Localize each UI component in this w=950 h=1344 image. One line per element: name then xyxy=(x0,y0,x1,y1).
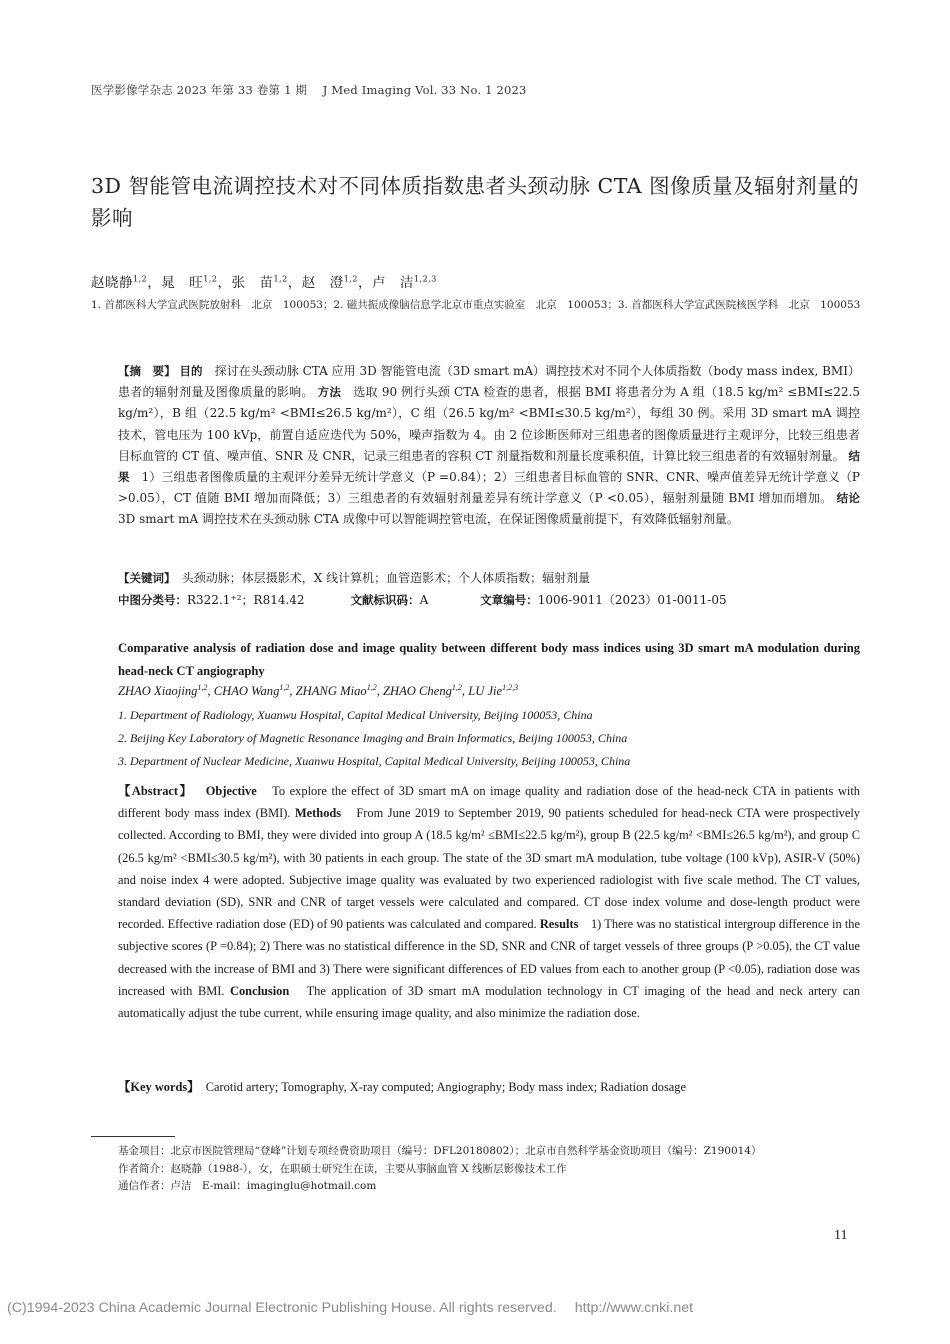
keywords-text: 头颈动脉；体层摄影术，X 线计算机；血管造影术；个人体质指数；辐射剂量 xyxy=(181,571,591,585)
affiliations-cn: 1. 首都医科大学宣武医院放射科 北京 100053；2. 磁共振成像脑信息学北京市重点实验室 北京 100053；3. 首都医科大学宣武医院核医学科 北京 100053 xyxy=(91,299,861,311)
footnote-correspondence: 通信作者：卢洁 E-mail：imaginglu@hotmail.com xyxy=(118,1180,377,1192)
methods-label: 方法 xyxy=(317,385,342,400)
objective-en-text: To explore the effect of 3D smart mA on image quality and radiation dose of the head-neck CTA in patients with different body mass index (BMI). xyxy=(118,784,860,821)
doc-code-label: 文献标识码： xyxy=(350,593,420,607)
clc-label: 中图分类号： xyxy=(118,593,187,607)
author-en-name: ZHAO Xiaojing xyxy=(118,684,198,698)
conclusion-text: 3D smart mA 调控技术在头颈动脉 CTA 成像中可以智能调控管电流，在保证图像质量前提下，有效降低辐射剂量。 xyxy=(118,512,739,527)
author-affil-sup: 1,2 xyxy=(343,274,358,284)
author-en-name: LU Jie xyxy=(468,684,503,698)
article-title: 3D 智能管电流调控技术对不同体质指数患者头颈动脉 CTA 图像质量及辐射剂量的影响 xyxy=(91,174,860,230)
results-label: 结果 xyxy=(118,448,860,485)
results-en-label: Results xyxy=(539,917,579,932)
abstract-en xyxy=(118,780,860,1024)
author-en-sup: 1,2,3 xyxy=(502,682,519,692)
footnote-author-bio: 作者简介：赵晓静（1988-），女，在职硕士研究生在读，主要从事脑血管 X 线断层影像技术工作 xyxy=(118,1162,567,1175)
author-affil-sup: 1,2 xyxy=(203,274,218,284)
author-en-sup: 1,2 xyxy=(279,682,290,692)
english-title: Comparative analysis of radiation dose and image quality between different body mass indices using 3D smart mA modulation during head-neck CT angiography xyxy=(118,641,860,678)
author-name: 赵 澄 xyxy=(301,275,344,291)
keywords-en-text: Carotid artery; Tomography, X-ray computed; Angiography; Body mass index; Radiation dosage xyxy=(205,1080,686,1094)
affiliation-en-3: 3. Department of Nuclear Medicine, Xuanwu Hospital, Capital Medical University, Beijing 100053, China xyxy=(118,754,631,768)
keywords-label: 【关键词】 xyxy=(118,571,170,585)
footnote-funding: 基金项目：北京市医院管理局“登峰”计划专项经费资助项目（编号：DFL20180802）；北京市自然科学基金资助项目（编号：Z190014） xyxy=(118,1145,762,1157)
author-affil-sup: 1,2,3 xyxy=(413,274,437,284)
clc-value: R322.1⁺²；R814.42 xyxy=(187,593,305,607)
affiliation-en-2: 2. Beijing Key Laboratory of Magnetic Resonance Imaging and Brain Informatics, Beijing 100053, China xyxy=(118,731,628,745)
abstract-label: 【摘 要】 xyxy=(118,364,176,378)
objective-label: 目的 xyxy=(179,364,203,378)
article-no-label: 文章编号： xyxy=(480,593,538,607)
methods-en-label: Methods xyxy=(294,806,342,821)
classification-row xyxy=(118,590,727,611)
authors-cn: 赵晓静$^{1,2}$，晁 旺$^{1,2}$，张 苗$^{1,2}$，赵 澄$^{1,2}$，卢 洁$^{1,2,3}$ xyxy=(91,274,437,291)
keywords-en xyxy=(118,1077,860,1097)
conclusion-en-label: Conclusion xyxy=(230,983,290,998)
author-affil-sup: 1,2 xyxy=(273,274,288,284)
conclusion-en-text: The application of 3D smart mA modulation technology in CT imaging of the head and neck artery can automatically adjust the tube current, while ensuring image quality, and also minimize the radiation dose. xyxy=(118,983,861,1021)
author-en-sup: 1,2 xyxy=(451,682,462,692)
running-header: 医学影像学杂志 2023 年第 33 卷第 1 期 J Med Imaging Vol. 33 No. 1 2023 xyxy=(91,83,527,97)
author-en-sup: 1,2 xyxy=(197,682,208,692)
author-en-sup: 1,2 xyxy=(366,682,377,692)
author-name: 卢 洁 xyxy=(371,275,414,291)
keywords-en-label: 【Key words】 xyxy=(118,1080,194,1094)
doc-code-value: A xyxy=(419,593,429,607)
footnote-rule xyxy=(91,1136,175,1137)
author-affil-sup: 1,2 xyxy=(133,274,148,284)
abstract-cn xyxy=(118,361,860,531)
author-en-name: ZHANG Miao xyxy=(295,684,367,698)
conclusion-label: 结论 xyxy=(836,491,860,506)
article-no-value: 1006-9011（2023）01-0011-05 xyxy=(537,593,727,607)
author-name: 晁 旺 xyxy=(161,275,204,291)
copyright-watermark: (C)1994-2023 China Academic Journal Electronic Publishing House. All rights reserved. http://www.cnki.net xyxy=(7,1300,694,1316)
authors-en: ZHAO Xiaojing$^{1,2}$, CHAO Wang$^{1,2}$, ZHANG Miao$^{1,2}$, ZHAO Cheng$^{1,2}$, LU Jie$^{1,2,3}$ xyxy=(118,682,519,698)
author-name: 赵晓静 xyxy=(91,275,133,291)
footnotes xyxy=(118,1143,761,1196)
keywords-cn xyxy=(118,568,860,589)
methods-en-text: From June 2019 to September 2019, 90 patients scheduled for head-neck CTA were prospectively collected. According to BMI, they were divided into group A (18.5 kg/m² ≤BMI≤22.5 kg/m²), group B (22.5 kg/m² <BMI≤26.5 kg/m²), and group C (26.5 kg/m² <BMI≤30.5 kg/m²), with 30 patients in each group. The state of the 3D smart mA modulation, tube voltage (100 kVp), ASIR-V (50%) and noise index 4 were adopted. Subjective image quality was evaluated by two experienced radiologist with five scale method. The CT values, standard deviation (SD), SNR and CNR of target vessels were calculated and compared. CT dose index volume and dose-length product were recorded. Effective radiation dose (ED) of 90 patients was calculated and compared. xyxy=(118,806,861,932)
page-number: 11 xyxy=(834,1228,848,1243)
results-text: 1）三组患者图像质量的主观评分差异无统计学意义（P =0.84）；2）三组患者目标血管的 SNR、CNR、噪声值差异无统计学意义（P >0.05），CT 值随 BMI 增加而降低；3）三组患者的有效辐射剂量差异有统计学意义（P <0.05），辐射剂量随 BMI 增加而增加。 xyxy=(118,470,860,506)
affiliation-en-1: 1. Department of Radiology, Xuanwu Hospital, Capital Medical University, Beijing 100053, China xyxy=(118,708,593,722)
objective-text: 探讨在头颈动脉 CTA 应用 3D 智能管电流（3D smart mA）调控技术对不同个人体质指数（body mass index, BMI）患者的辐射剂量及图像质量的影响。 xyxy=(118,364,860,400)
author-en-name: ZHAO Cheng xyxy=(383,684,452,698)
abstract-en-label: 【Abstract】 xyxy=(118,784,188,798)
objective-en-label: Objective xyxy=(205,784,257,798)
methods-text: 选取 90 例行头颈 CTA 检查的患者，根据 BMI 将患者分为 A 组（18.5 kg/m² ≤BMI≤22.5 kg/m²），B 组（22.5 kg/m² <BMI≤26.5 kg/m²），C 组（26.5 kg/m² <BMI≤30.5 kg/m²），每组 30 例。采用 3D smart mA 调控技术，管电压为 100 kVp，前置自适应迭代为 50%，噪声指数为 4。由 2 位诊断医师对三组患者的图像质量进行主观评分，比较三组患者目标血管的 CT 值、噪声值、SNR 及 CNR，记录三组患者的容积 CT 剂量指数和剂量长度乘积值，计算比较三组患者的有效辐射剂量。 xyxy=(118,385,860,463)
results-en-text: 1) There was no statistical intergroup difference in the subjective scores (P =0.84); 2) There was no statistical difference in the SD, SNR and CNR of target vessels of three groups (P >0.05), the CT value decreased with the increase of BMI and 3) There were significant differences of ED values from each to another group (P <0.05), radiation dose was increased with BMI. xyxy=(118,917,861,998)
author-en-name: CHAO Wang xyxy=(213,684,280,698)
author-name: 张 苗 xyxy=(231,275,274,291)
